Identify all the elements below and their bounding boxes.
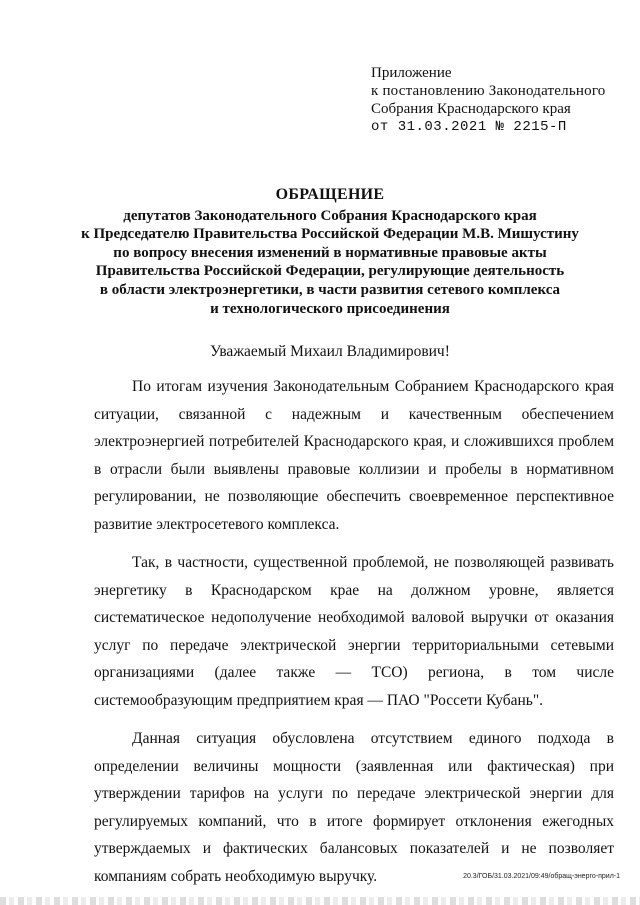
document-footer-code: 20.3/ГОБ/31.03.2021/09:49/обращ-энерго-прил-1 [463, 873, 620, 880]
letter-body [94, 373, 614, 901]
title-line-6: и технологического присоединения [210, 300, 450, 317]
paragraph-2: Так, в частности, существенной проблемой, не позволяющей развивать энергетику в Краснодарском крае на должном уровне, является систематическое недополучение необходимой валовой выручки от оказания услуг по передаче электрической энергии территориальными сетевыми организациями (далее также — ТСО) региона, в том числе системообразующим предприятием края — ПАО "Россети Кубань". [94, 554, 614, 709]
title-line-1: депутатов Законодательного Собрания Краснодарского края [123, 207, 537, 224]
title-line-2: к Председателю Правительства Российской Федерации М.В. Мишустину [81, 226, 579, 243]
document-heading: ОБРАЩЕНИЕ [275, 186, 385, 203]
appendix-resolution-ref: к постановлению Законодательного [371, 83, 606, 99]
title-line-4: Правительства Российской Федерации, регулирующие деятельность [95, 263, 565, 280]
paragraph-3: Данная ситуация обусловлена отсутствием единого подхода в определении величины мощности (заявленная или фактическая) при утверждении тарифов на услуги по передаче электрической энергии для регулируемых компаний, что в итоге формирует отклонения ежегодных утверждаемых и фактических балансовых показателей и не позволяет компаниям собрать необходимую выручку. [94, 730, 614, 885]
appendix-block [371, 64, 611, 136]
appendix-date-number: от 31.03.2021 № 2215-П [371, 119, 567, 135]
document-title-block [60, 186, 600, 318]
paragraph-1: По итогам изучения Законодательным Собранием Краснодарского края ситуации, связанной с надежным и качественным обеспечением электроэнергией потребителей Краснодарского края, и сложившихся проблем в отрасли были выявлены правовые коллизии и пробелы в нормативном регулировании, не позволяющие обеспечить своевременное перспективное развитие электросетевого комплекса. [94, 378, 614, 533]
title-line-5: в области электроэнергетики, в части развития сетевого комплекса [99, 281, 561, 298]
appendix-assembly-name: Собрания Краснодарского края [371, 101, 571, 117]
salutation: Уважаемый Михаил Владимирович! [210, 343, 450, 360]
scan-edge-artifact [0, 897, 640, 905]
appendix-label: Приложение [371, 65, 452, 81]
title-line-3: по вопросу внесения изменений в нормативные правовые акты [113, 244, 547, 261]
